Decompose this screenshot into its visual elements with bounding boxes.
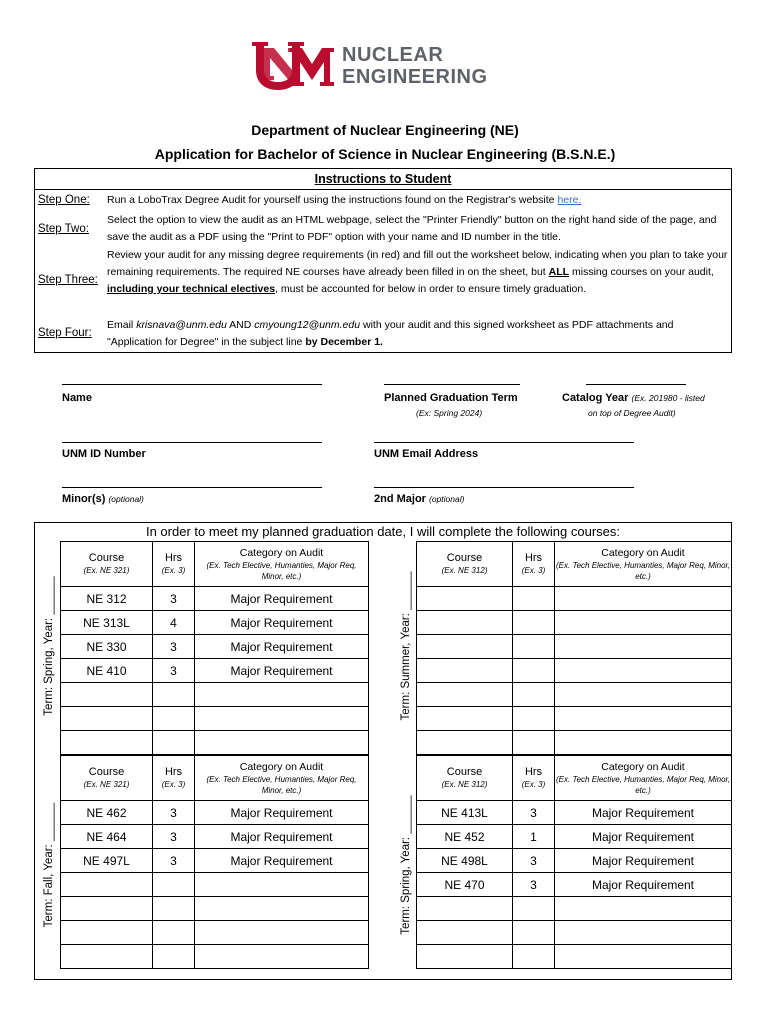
hrs-cell[interactable]: 3: [153, 587, 195, 611]
course-cell[interactable]: NE 452: [417, 825, 513, 849]
fall-term-table: [60, 755, 369, 969]
hrs-cell[interactable]: [153, 707, 195, 731]
hrs-cell[interactable]: [513, 731, 555, 755]
registrar-link[interactable]: here.: [557, 194, 582, 206]
table-row: [417, 587, 732, 611]
hrs-cell[interactable]: 1: [513, 825, 555, 849]
table-row: [417, 921, 732, 945]
hrs-col-header: Hrs (Ex. 3): [153, 756, 195, 801]
course-cell[interactable]: [417, 611, 513, 635]
term-spring-label-2[interactable]: Term: Spring, Year: ______: [400, 795, 412, 935]
course-cell[interactable]: NE 498L: [417, 849, 513, 873]
hrs-col-header: Hrs (Ex. 3): [513, 542, 555, 587]
hrs-cell[interactable]: [513, 707, 555, 731]
category-cell[interactable]: [195, 731, 369, 755]
term-summer-label[interactable]: Term: Summer, Year: ______: [400, 571, 412, 721]
table-row: [61, 731, 369, 755]
category-cell[interactable]: Major Requirement: [555, 801, 732, 825]
unm-id-label: UNM ID Number: [62, 448, 146, 460]
unm-nuclear-engineering-logo: [250, 38, 522, 94]
category-col-header: Category on Audit (Ex. Tech Elective, Humanties, Major Req, Minor, etc.): [195, 542, 369, 587]
table-row: [417, 801, 732, 825]
minor-line[interactable]: [62, 487, 322, 488]
table-row: [417, 611, 732, 635]
hrs-cell[interactable]: 4: [153, 611, 195, 635]
catalog-year-line[interactable]: [586, 384, 686, 385]
table-row: [417, 707, 732, 731]
category-cell[interactable]: [195, 683, 369, 707]
hrs-cell[interactable]: [513, 683, 555, 707]
hrs-cell[interactable]: [153, 731, 195, 755]
course-cell[interactable]: NE 313L: [61, 611, 153, 635]
table-row: [417, 945, 732, 969]
spring-term-table-1: [60, 541, 369, 755]
hrs-cell[interactable]: [153, 945, 195, 969]
step-four-label: Step Four:: [38, 327, 92, 339]
course-cell[interactable]: [61, 921, 153, 945]
category-cell[interactable]: [555, 611, 732, 635]
course-cell[interactable]: NE 464: [61, 825, 153, 849]
category-cell[interactable]: Major Requirement: [195, 849, 369, 873]
hrs-cell[interactable]: [153, 921, 195, 945]
category-cell[interactable]: [555, 707, 732, 731]
course-cell[interactable]: [417, 659, 513, 683]
step-one-label: Step One:: [38, 194, 90, 206]
course-cell[interactable]: [61, 873, 153, 897]
hrs-cell[interactable]: 3: [153, 635, 195, 659]
category-cell[interactable]: Major Requirement: [195, 825, 369, 849]
grad-term-hint: (Ex: Spring 2024): [416, 408, 483, 418]
hrs-cell[interactable]: 3: [153, 659, 195, 683]
category-cell[interactable]: [555, 921, 732, 945]
course-cell[interactable]: [417, 897, 513, 921]
course-cell[interactable]: [417, 707, 513, 731]
category-col-header: Category on Audit (Ex. Tech Elective, Humanties, Major Req, Minor, etc.): [555, 542, 732, 587]
table-row: [61, 897, 369, 921]
table-row: [61, 611, 369, 635]
table-row: [417, 897, 732, 921]
catalog-year-label: Catalog Year (Ex. 201980 - listed: [562, 392, 705, 404]
course-cell[interactable]: [61, 683, 153, 707]
hrs-cell[interactable]: 3: [153, 825, 195, 849]
unm-id-line[interactable]: [62, 442, 322, 443]
table-row: [61, 873, 369, 897]
instructions-box: [34, 168, 732, 353]
name-label: Name: [62, 392, 92, 404]
course-cell[interactable]: [417, 945, 513, 969]
table-header-row: [417, 542, 732, 587]
course-cell[interactable]: [61, 945, 153, 969]
grad-term-label: Planned Graduation Term: [384, 392, 518, 404]
instructions-heading: Instructions to Student: [314, 172, 452, 186]
category-cell[interactable]: Major Requirement: [195, 635, 369, 659]
hrs-cell[interactable]: 3: [513, 849, 555, 873]
hrs-cell[interactable]: [513, 635, 555, 659]
category-cell[interactable]: [195, 945, 369, 969]
course-cell[interactable]: [417, 731, 513, 755]
category-cell[interactable]: [195, 897, 369, 921]
table-row: [61, 825, 369, 849]
category-cell[interactable]: [555, 731, 732, 755]
step-one-text: Run a LoboTrax Degree Audit for yourself using the instructions found on the Registrar's website here.: [107, 194, 582, 206]
table-row: [61, 587, 369, 611]
course-cell[interactable]: [417, 683, 513, 707]
hrs-cell[interactable]: [513, 659, 555, 683]
table-row: [61, 921, 369, 945]
category-cell[interactable]: [555, 683, 732, 707]
category-cell[interactable]: [195, 921, 369, 945]
step-two-text: Select the option to view the audit as an HTML webpage, select the "Printer Friendly" button on the right hand side of the page, and save the audit as a PDF using the "Print to PDF" option with your name and ID number in the title.: [107, 214, 717, 243]
course-col-header: Course (Ex. NE 321): [61, 542, 153, 587]
course-cell[interactable]: [417, 587, 513, 611]
email-cmyoung[interactable]: cmyoung12@unm.edu: [254, 319, 361, 331]
table-row: [61, 945, 369, 969]
course-col-header: Course (Ex. NE 312): [417, 756, 513, 801]
table-row: [61, 659, 369, 683]
summer-term-table: [416, 541, 732, 755]
course-col-header: Course (Ex. NE 312): [417, 542, 513, 587]
course-plan-table: [34, 522, 732, 980]
table-row: [417, 825, 732, 849]
category-cell[interactable]: [555, 635, 732, 659]
hrs-cell[interactable]: 3: [513, 873, 555, 897]
hrs-cell[interactable]: [153, 683, 195, 707]
term-fall-label[interactable]: Term: Fall, Year: ______: [43, 802, 55, 928]
course-cell[interactable]: [417, 635, 513, 659]
second-major-line[interactable]: [374, 487, 634, 488]
course-cell[interactable]: NE 330: [61, 635, 153, 659]
catalog-year-hint: on top of Degree Audit): [588, 408, 676, 418]
hrs-cell[interactable]: [513, 897, 555, 921]
minor-label: Minor(s) (optional): [62, 493, 144, 505]
hrs-cell[interactable]: [153, 897, 195, 921]
page-title-application: Application for Bachelor of Science in Nuclear Engineering (B.S.N.E.): [154, 146, 616, 162]
step-three-label: Step Three:: [38, 274, 98, 286]
grad-term-line[interactable]: [384, 384, 520, 385]
table-header-row: [417, 756, 732, 801]
category-cell[interactable]: [555, 587, 732, 611]
course-cell[interactable]: NE 410: [61, 659, 153, 683]
name-line[interactable]: [62, 384, 322, 385]
table-header-row: [61, 542, 369, 587]
hrs-cell[interactable]: 3: [153, 801, 195, 825]
step-four-text: Email krisnava@unm.edu AND cmyoung12@unm.edu with your audit and this signed worksheet as PDF attachments and "Application for Degree" in the subject line by December 1.: [107, 319, 674, 348]
category-cell[interactable]: [555, 945, 732, 969]
term-spring-label-1[interactable]: Term: Spring, Year: ______: [43, 576, 55, 716]
category-cell[interactable]: Major Requirement: [555, 825, 732, 849]
email-krisnava[interactable]: krisnava@unm.edu: [136, 319, 227, 331]
category-cell[interactable]: Major Requirement: [555, 849, 732, 873]
logo-line-1: NUCLEAR: [342, 44, 444, 66]
hrs-cell[interactable]: [513, 945, 555, 969]
table-row: [417, 635, 732, 659]
course-col-header: Course (Ex. NE 321): [61, 756, 153, 801]
course-cell[interactable]: NE 462: [61, 801, 153, 825]
spring-term-table-2: [416, 755, 732, 969]
course-plan-caption: In order to meet my planned graduation date, I will complete the following courses:: [145, 524, 621, 539]
table-row: [61, 849, 369, 873]
table-header-row: [61, 756, 369, 801]
category-cell[interactable]: Major Requirement: [195, 801, 369, 825]
unm-email-label: UNM Email Address: [374, 448, 479, 460]
table-row: [61, 683, 369, 707]
category-col-header: Category on Audit (Ex. Tech Elective, Humanties, Major Req, Minor, etc.): [195, 756, 369, 801]
category-cell[interactable]: [195, 873, 369, 897]
category-cell[interactable]: Major Requirement: [195, 659, 369, 683]
category-cell[interactable]: Major Requirement: [195, 587, 369, 611]
table-row: [417, 659, 732, 683]
hrs-cell[interactable]: 3: [513, 801, 555, 825]
table-row: [417, 873, 732, 897]
step-two-label: Step Two:: [38, 223, 89, 235]
course-cell[interactable]: NE 312: [61, 587, 153, 611]
hrs-cell[interactable]: [513, 587, 555, 611]
second-major-label: 2nd Major (optional): [374, 493, 465, 505]
logo-mark-label: [250, 38, 252, 39]
hrs-cell[interactable]: [513, 611, 555, 635]
course-cell[interactable]: NE 470: [417, 873, 513, 897]
category-cell[interactable]: [555, 659, 732, 683]
hrs-cell[interactable]: [153, 873, 195, 897]
logo-line-2: ENGINEERING: [342, 66, 488, 88]
table-row: [61, 635, 369, 659]
table-row: [61, 801, 369, 825]
course-cell[interactable]: NE 413L: [417, 801, 513, 825]
table-row: [417, 683, 732, 707]
step-three-text: Review your audit for any missing degree requirements (in red) and fill out the worksheet below, indicating when you plan to take your remaining requirements. The required NE courses have already been filled in on the sheet, but ALL missing courses on your audit, including your technical electives, must be accounted for below in order to ensure timely graduation.: [107, 249, 728, 295]
table-row: [417, 731, 732, 755]
table-row: [61, 707, 369, 731]
unm-logo-mark-icon: [250, 38, 336, 94]
course-cell[interactable]: [61, 707, 153, 731]
course-cell[interactable]: NE 497L: [61, 849, 153, 873]
category-cell[interactable]: [195, 707, 369, 731]
course-cell[interactable]: [417, 921, 513, 945]
category-cell[interactable]: Major Requirement: [555, 873, 732, 897]
unm-email-line[interactable]: [374, 442, 634, 443]
hrs-cell[interactable]: 3: [153, 849, 195, 873]
hrs-cell[interactable]: [513, 921, 555, 945]
hrs-col-header: Hrs (Ex. 3): [513, 756, 555, 801]
table-row: [417, 849, 732, 873]
category-col-header: Category on Audit (Ex. Tech Elective, Humanties, Major Req, Minor, etc.): [555, 756, 732, 801]
course-cell[interactable]: [61, 897, 153, 921]
hrs-col-header: Hrs (Ex. 3): [153, 542, 195, 587]
page-title-department: Department of Nuclear Engineering (NE): [251, 122, 519, 138]
course-cell[interactable]: [61, 731, 153, 755]
category-cell[interactable]: [555, 897, 732, 921]
category-cell[interactable]: Major Requirement: [195, 611, 369, 635]
